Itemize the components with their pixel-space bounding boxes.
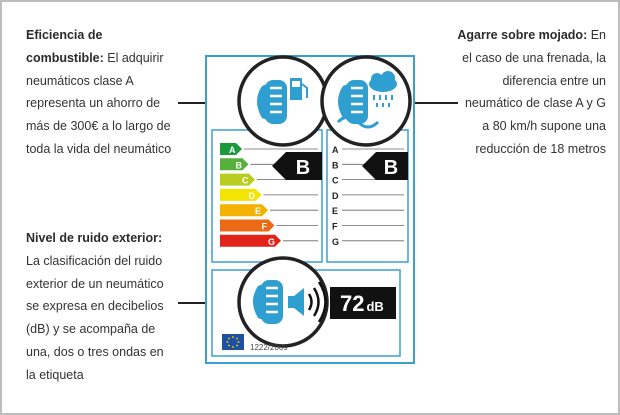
fuel-rating: B [295,157,311,179]
fuel-grade-label: E [255,206,262,217]
fuel-grade-bar-c [220,174,255,186]
wet-grade-label: E [332,206,339,217]
fuel-grade-label: F [261,221,267,232]
wet-grip-body: En el caso de una frenada, la diferencia entre un neumático de clase A y G a 80 km/h supone una reducción de 18 metros [462,28,606,156]
fuel-efficiency-heading: Eficiencia de combustible: [26,28,104,65]
regulation-number: 1222/2009 [250,343,288,352]
wet-grade-label: F [332,221,338,232]
fuel-grade-label: C [242,175,249,186]
fuel-grade-label: G [268,236,276,247]
fuel-grade-label: A [229,145,236,155]
fuel-grade-bar-b [220,158,249,170]
wet-grade-label: C [332,175,339,186]
noise-heading: Nivel de ruido exterior: [26,231,163,245]
wet-grade-label: A [332,145,339,155]
wet-grade-label: D [332,190,339,201]
wet-grade-label: G [332,236,340,247]
fuel-efficiency-body: El adquirir neumáticos clase A representa un ahorro de más de 300€ a lo largo de toda la vida del neumático [26,50,172,156]
noise-value: 72 dB [340,291,384,316]
fuel-grade-bar-d [220,189,262,201]
fuel-grade-label: D [248,190,255,201]
noise-body: La clasificación del ruido exterior de un neumático se expresa en decibelios (dB) y se acompaña de una, dos o tres ondas en la etiqueta [26,253,164,382]
wet-grip-heading: Agarre sobre mojado: [457,28,588,42]
fuel-grade-label: B [235,160,242,171]
wet-grade-panel [327,130,408,262]
wet-rating: B [383,157,399,179]
wet-grade-label: B [332,160,339,171]
